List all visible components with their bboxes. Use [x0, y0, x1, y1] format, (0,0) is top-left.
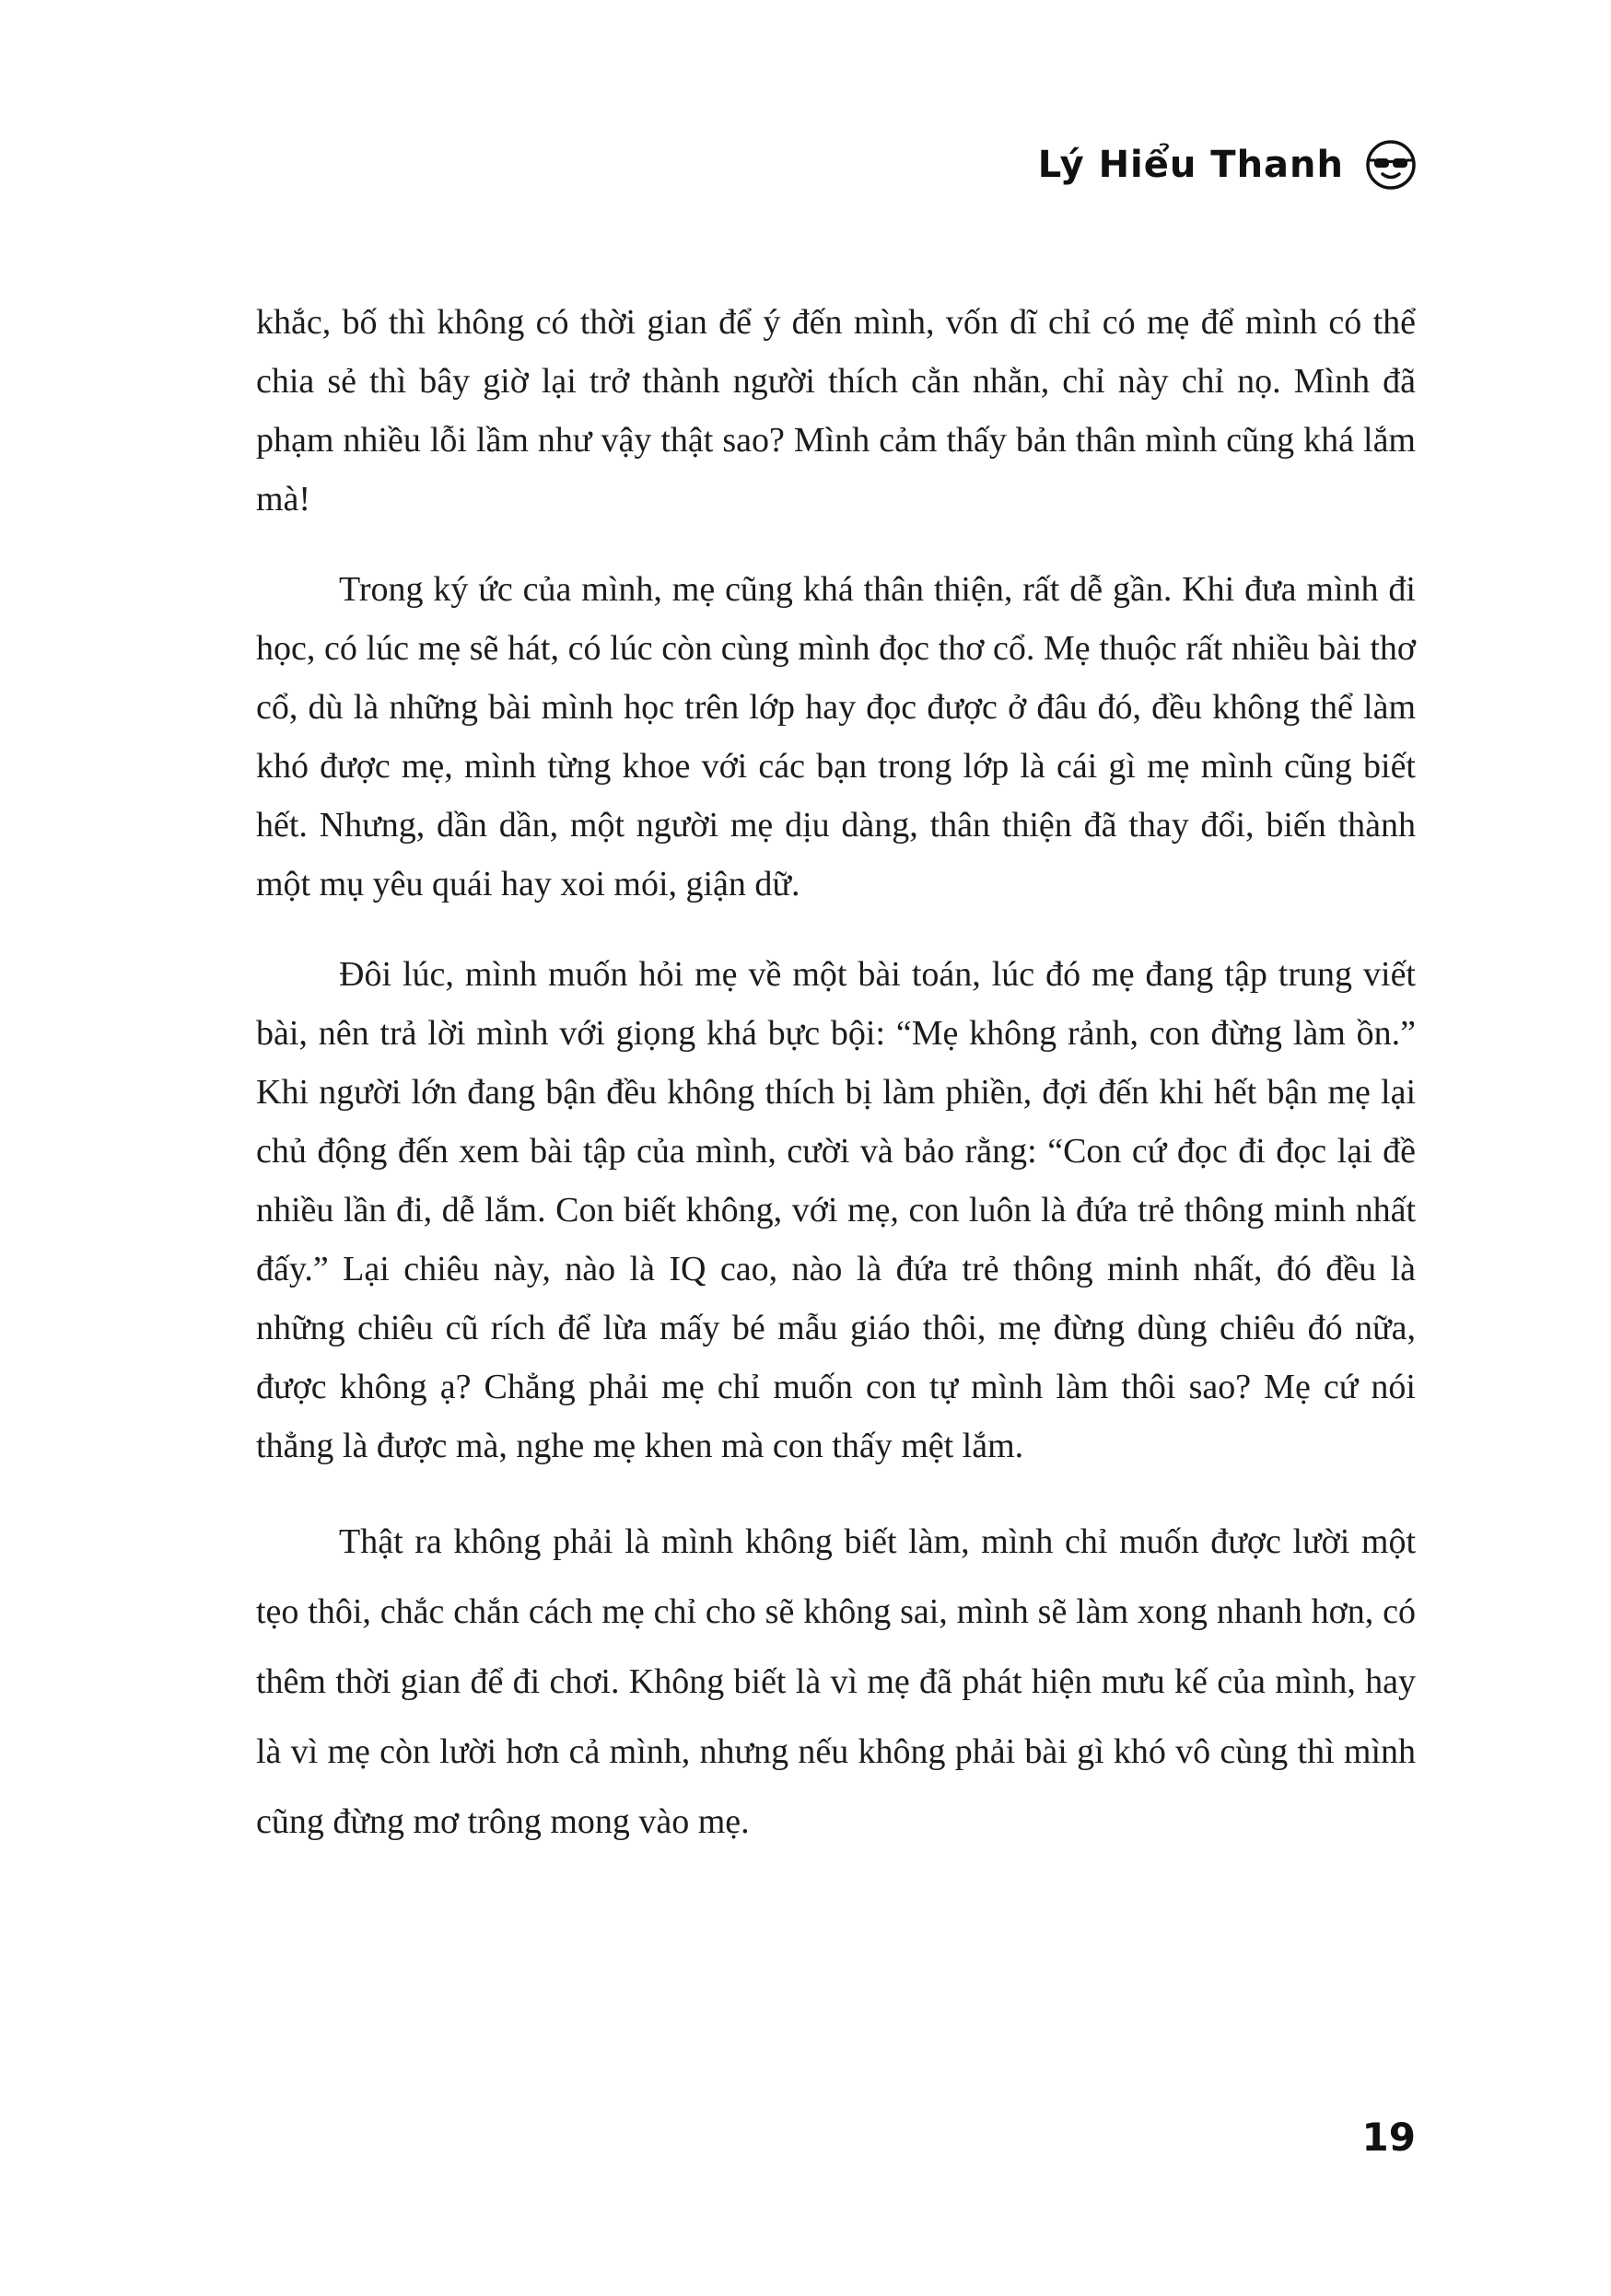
paragraph: Đôi lúc, mình muốn hỏi mẹ về một bài toán, lúc đó mẹ đang tập trung viết bài, nên trả lời mình với giọng khá bực bội: “Mẹ không rảnh, con đừng làm ồn.” Khi người lớn đang bận đều không thích bị làm phiền, đợi đến khi hết bận mẹ lại chủ động đến xem bài tập của mình, cười và bảo rằng: “Con cứ đọc đi đọc lại đề nhiều lần đi, dễ lắm. Con biết không, với mẹ, con luôn là đứa trẻ thông minh nhất đấy.” Lại chiêu này, nào là IQ cao, nào là đứa trẻ thông minh nhất, đó đều là những chiêu cũ rích để lừa mấy bé mẫu giáo thôi, mẹ đừng dùng chiêu đó nữa, được không ạ? Chẳng phải mẹ chỉ muốn con tự mình làm thôi sao? Mẹ cứ nói thẳng là được mà, nghe mẹ khen mà con thấy mệt lắm. [256, 955, 1416, 1465]
paragraph: Thật ra không phải là mình không biết làm, mình chỉ muốn được lười một tẹo thôi, chắc chắn cách mẹ chỉ cho sẽ không sai, mình sẽ làm xong nhanh hơn, có thêm thời gian để đi chơi. Không biết là vì mẹ đã phát hiện mưu kế của mình, hay là vì mẹ còn lười hơn cả mình, nhưng nếu không phải bài gì khó vô cùng thì mình cũng đừng mơ trông mong vào mẹ. [256, 1522, 1416, 1841]
sunglasses-face-icon [1364, 138, 1418, 192]
page-header [256, 138, 1418, 192]
page-body [256, 293, 1416, 1888]
page-footer [1362, 2115, 1416, 2160]
author-name: Lý Hiểu Thanh [1037, 144, 1344, 186]
paragraph: khắc, bố thì không có thời gian để ý đến mình, vốn dĩ chỉ có mẹ để mình có thể chia sẻ thì bây giờ lại trở thành người thích cằn nhằn, chỉ này chỉ nọ. Mình đã phạm nhiều lỗi lầm như vậy thật sao? Mình cảm thấy bản thân mình cũng khá lắm mà! [256, 303, 1416, 519]
paragraph: Trong ký ức của mình, mẹ cũng khá thân thiện, rất dễ gần. Khi đưa mình đi học, có lúc mẹ sẽ hát, có lúc còn cùng mình đọc thơ cổ. Mẹ thuộc rất nhiều bài thơ cổ, dù là những bài mình học trên lớp hay đọc được ở đâu đó, đều không thể làm khó được mẹ, mình từng khoe với các bạn trong lớp là cái gì mẹ mình cũng biết hết. Nhưng, dần dần, một người mẹ dịu dàng, thân thiện đã thay đổi, biến thành một mụ yêu quái hay xoi mói, giận dữ. [256, 570, 1416, 903]
page-number: 19 [1361, 2115, 1416, 2160]
